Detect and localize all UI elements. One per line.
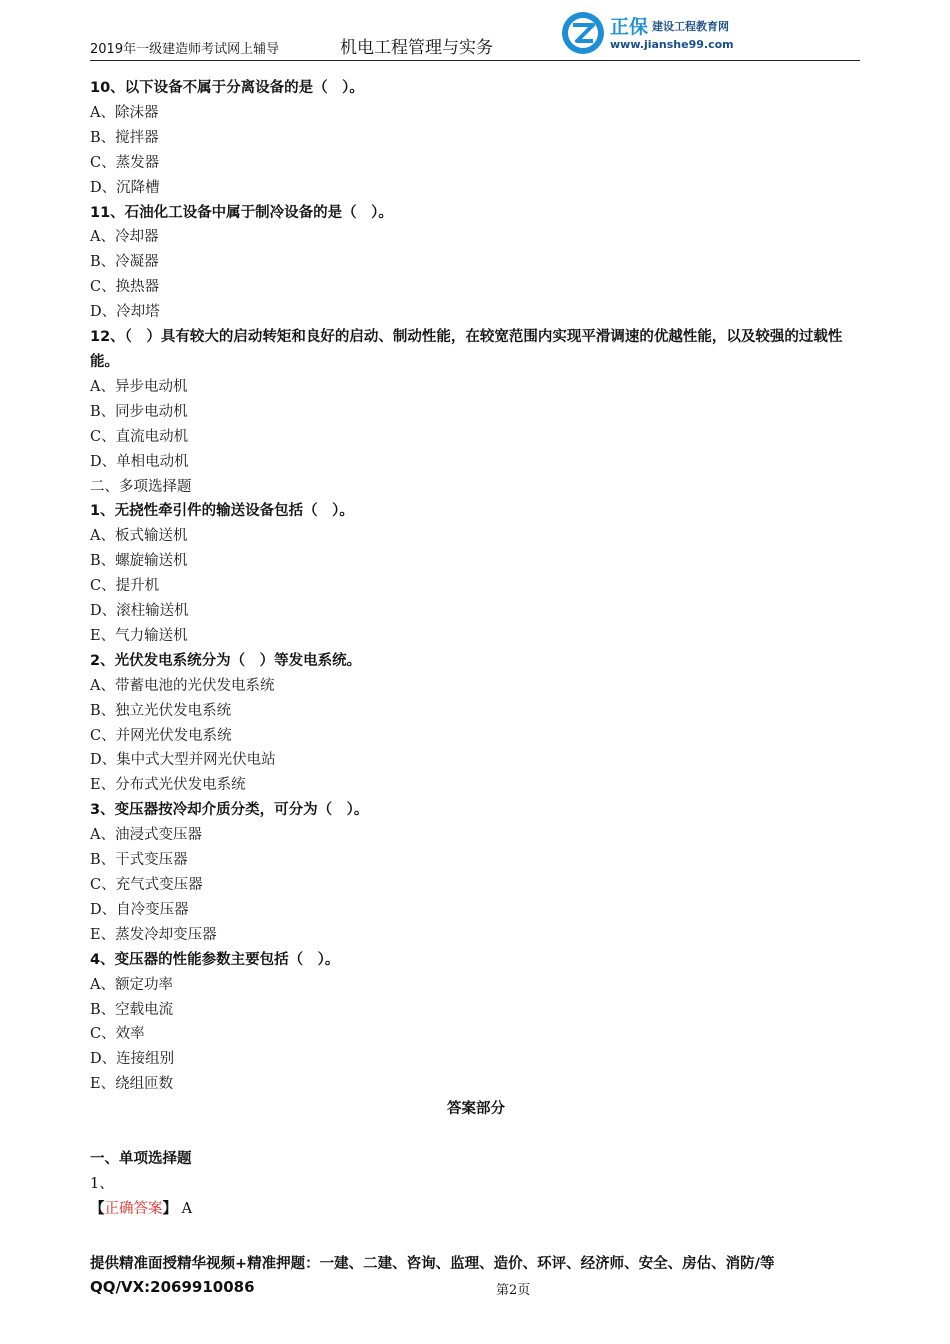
- option: C、直流电动机: [90, 428, 189, 445]
- question-stem: 1、无挠性牵引件的输送设备包括（ ）。: [90, 503, 354, 520]
- question-block: [90, 649, 862, 798]
- question-stem: 4、变压器的性能参数主要包括（ ）。: [90, 951, 340, 968]
- option: C、蒸发器: [90, 154, 160, 171]
- option: E、蒸发冷却变压器: [90, 926, 217, 943]
- option: B、干式变压器: [90, 852, 188, 869]
- question-block: [90, 76, 862, 201]
- option: D、滚柱输送机: [90, 603, 189, 620]
- option: A、除沫器: [90, 104, 159, 121]
- option: C、换热器: [90, 279, 160, 296]
- logo-url: www.jianshe99.com: [610, 38, 734, 51]
- question-stem: 11、石油化工设备中属于制冷设备的是（ ）。: [90, 204, 393, 221]
- question-stem: 12、（ ）具有较大的启动转矩和良好的启动、制动性能，在较宽范围内实现平滑调速的优越性能，以及较强的过载性能。: [90, 329, 843, 370]
- page-header: [90, 8, 860, 61]
- option: B、同步电动机: [90, 403, 188, 420]
- answer-bracket-close: 】: [162, 1199, 177, 1217]
- option: A、油浸式变压器: [90, 827, 202, 844]
- option: D、沉降槽: [90, 179, 160, 196]
- footer-contact: QQ/VX:2069910086: [90, 1278, 255, 1296]
- footer-promo-text: 提供精准面授精华视频+精准押题：一建、二建、咨询、监理、造价、环评、经济师、安全、房估、消防/等: [90, 1256, 775, 1272]
- question-block: [90, 798, 862, 947]
- logo-tagline: 建设工程教育网: [652, 20, 729, 33]
- answer-item-number: 1、: [90, 1175, 114, 1192]
- question-block: [90, 325, 862, 474]
- option: B、独立光伏发电系统: [90, 702, 232, 719]
- option: C、并网光伏发电系统: [90, 727, 232, 744]
- option: A、板式输送机: [90, 528, 188, 545]
- option: A、带蓄电池的光伏发电系统: [90, 677, 275, 694]
- option: D、集中式大型并网光伏电站: [90, 752, 276, 769]
- question-stem: 10、以下设备不属于分离设备的是（ ）。: [90, 80, 364, 96]
- option: B、螺旋输送机: [90, 553, 188, 570]
- exam-content: [90, 76, 862, 1222]
- option: B、搅拌器: [90, 129, 159, 146]
- option: C、充气式变压器: [90, 877, 203, 893]
- option: D、冷却塔: [90, 304, 160, 321]
- header-subject: 机电工程管理与实务: [340, 38, 493, 58]
- option: D、自冷变压器: [90, 901, 189, 918]
- site-logo[interactable]: [560, 8, 820, 58]
- question-block: [90, 499, 862, 648]
- answer-bracket-open: 【: [90, 1199, 105, 1217]
- question-block: [90, 948, 862, 1097]
- page-number: 第2页: [496, 1283, 531, 1298]
- question-block: [90, 201, 862, 326]
- option: E、气力输送机: [90, 627, 188, 644]
- answers-section-heading: 一、单项选择题: [90, 1151, 192, 1168]
- option: D、连接组别: [90, 1051, 175, 1068]
- answer-value: A: [181, 1200, 193, 1217]
- option: C、提升机: [90, 578, 160, 595]
- option: A、额定功率: [90, 976, 173, 993]
- header-course-title: 2019年一级建造师考试网上辅导: [90, 42, 280, 57]
- option: A、冷却器: [90, 229, 159, 246]
- question-stem: 3、变压器按冷却介质分类，可分为（ ）。: [90, 802, 369, 819]
- option: A、异步电动机: [90, 378, 188, 395]
- answers-title: 答案部分: [447, 1101, 505, 1118]
- option: C、效率: [90, 1026, 145, 1043]
- answer-line: [90, 1197, 862, 1222]
- page-footer: [90, 1252, 870, 1298]
- option: D、单相电动机: [90, 453, 189, 470]
- option: B、冷凝器: [90, 254, 159, 271]
- logo-emblem-icon: [560, 10, 606, 56]
- answer-label: 正确答案: [104, 1200, 163, 1217]
- logo-brand-text: 正保: [610, 16, 649, 38]
- question-stem: 2、光伏发电系统分为（ ）等发电系统。: [90, 652, 362, 669]
- section-heading-multi: 二、多项选择题: [90, 478, 192, 495]
- option: E、绕组匝数: [90, 1076, 174, 1093]
- option: B、空载电流: [90, 1001, 174, 1018]
- option: E、分布式光伏发电系统: [90, 777, 246, 794]
